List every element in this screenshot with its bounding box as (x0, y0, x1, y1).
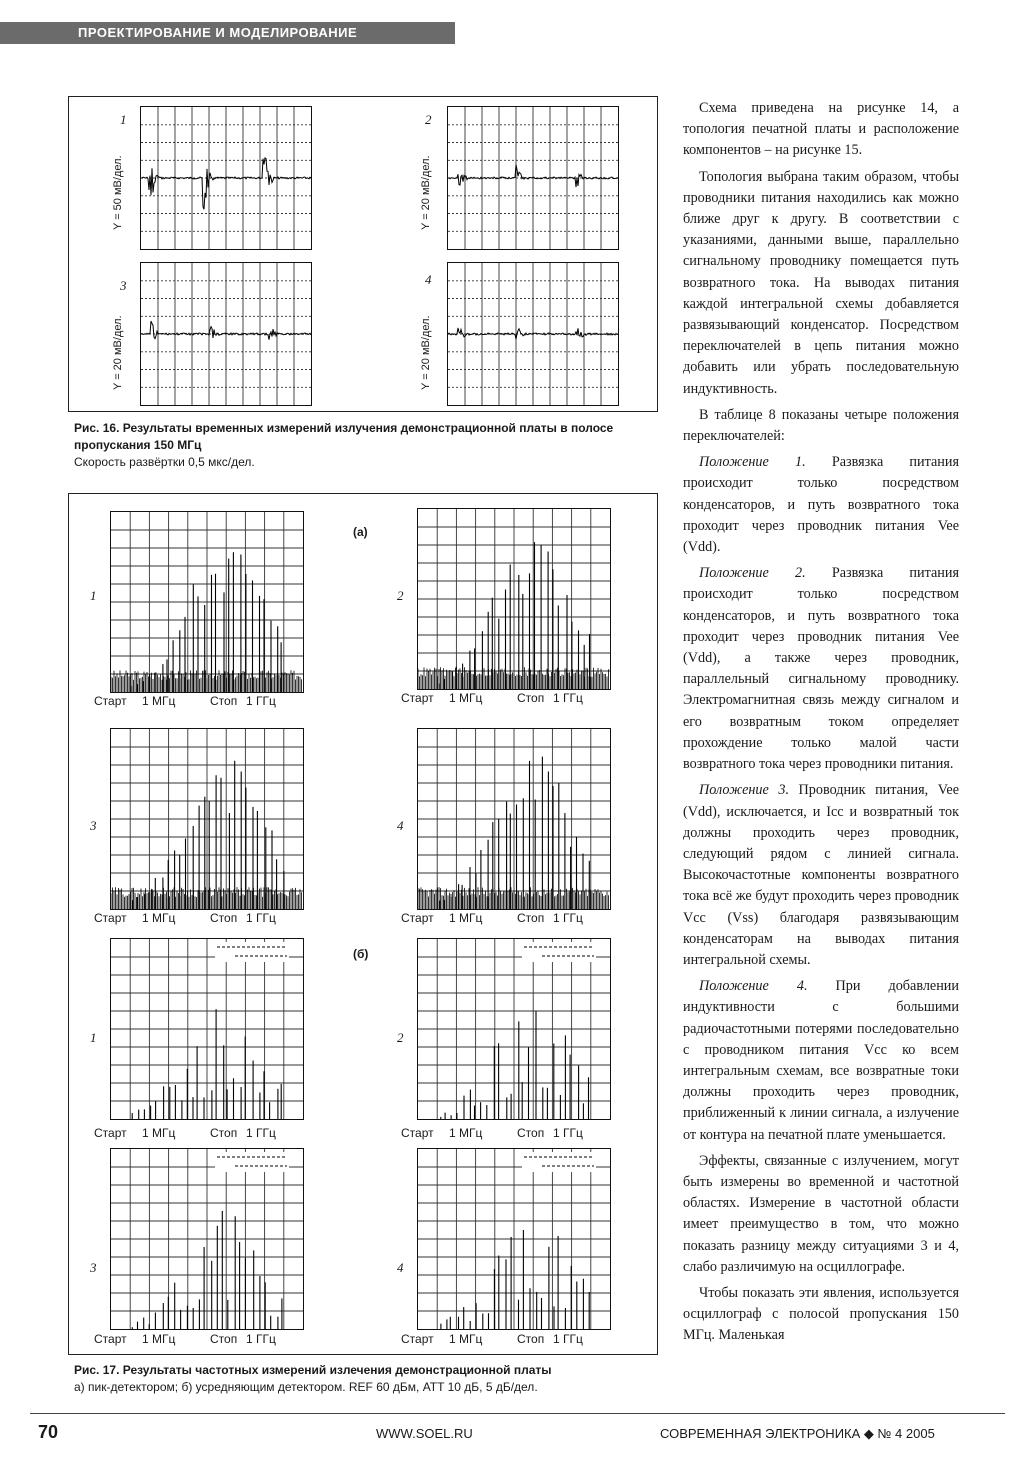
fig17-stop-label: Стоп (210, 1332, 238, 1346)
section-title: ПРОЕКТИРОВАНИЕ И МОДЕЛИРОВАНИЕ (78, 25, 358, 40)
fig17-spectrum-a-1 (110, 511, 304, 693)
fig17-start-label: Старт (401, 691, 434, 705)
fig17-panel-number: 2 (397, 1030, 404, 1045)
paragraph: В таблице 8 показаны четыре положения переключателей: (683, 406, 959, 445)
page-number: 70 (38, 1422, 59, 1442)
fig17-stop-freq: 1 ГГц (553, 691, 583, 705)
fig17-stop-freq: 1 ГГц (246, 1126, 276, 1140)
fig17-start-freq: 1 МГц (449, 911, 483, 925)
fig17-stop-label: Стоп (517, 691, 545, 705)
fig16-caption-title: Рис. 16. Результаты временных измерений излучения демонстрационной платы в полосе пропускания 150 МГц (74, 421, 614, 452)
position-1-text: Развязка питания происходит только посредством конденсаторов, и путь возвратного тока проходит через проводник питания Vee (Vdd). (683, 454, 960, 556)
paragraph-position-1 (683, 452, 959, 558)
fig16-caption-sub: Скорость развёртки 0,5 мкс/дел. (74, 455, 255, 469)
fig17-spectrum-b-3 (110, 1148, 304, 1330)
fig17-start-freq: 1 МГц (449, 1332, 483, 1346)
fig16-panel-4-number: 4 (425, 272, 432, 287)
footer-divider (30, 1413, 1005, 1414)
paragraph-position-3 (683, 780, 959, 971)
fig17-caption (74, 1362, 654, 1396)
paragraph-position-4 (683, 976, 959, 1146)
fig16-panel-2-oscillogram (447, 106, 619, 250)
fig17-panel-number: 1 (90, 1030, 97, 1045)
fig17-spectrum-a-3 (110, 728, 304, 910)
fig16-panel-4-ylabel: Y = 20 мВ/дел. (420, 315, 432, 390)
fig17-stop-freq: 1 ГГц (246, 911, 276, 925)
fig16-panel-2-number: 2 (425, 112, 432, 127)
fig17-stop-label: Стоп (517, 911, 545, 925)
position-3-text: Проводник питания, Vee (Vdd), исключается, и Icc и возвратный ток должны проходить через проводник, следующий рядом с линией сигнала. Высокочастотные компоненты возвратного тока всё же будут проходить через проводник Vcc (Vss) благодаря развязывающим конденсаторам на выводах питания интегральной схемы. (683, 782, 959, 968)
fig17-stop-label: Стоп (210, 694, 238, 708)
fig17-start-freq: 1 МГц (449, 1126, 483, 1140)
position-4-label: Положение 4. (699, 978, 808, 995)
fig16-panel-1-number: 1 (120, 112, 127, 127)
fig16-panel-3-number: 3 (120, 278, 127, 293)
fig17-start-label: Старт (94, 694, 127, 708)
fig17-stop-label: Стоп (210, 911, 238, 925)
fig17-start-label: Старт (94, 911, 127, 925)
fig17-start-freq: 1 МГц (142, 1332, 176, 1346)
fig17-start-label: Старт (401, 911, 434, 925)
fig17-panel-number: 3 (90, 1260, 97, 1275)
fig17-stop-label: Стоп (517, 1332, 545, 1346)
paragraph: Чтобы показать эти явления, используется осциллограф с полосой пропускания 150 МГц. Маленькая (683, 1284, 959, 1344)
fig17-stop-freq: 1 ГГц (553, 1126, 583, 1140)
fig16-caption (74, 420, 634, 471)
fig17-start-freq: 1 МГц (142, 911, 176, 925)
fig17-panel-number: 2 (397, 588, 404, 603)
position-2-label: Положение 2. (699, 565, 806, 582)
fig17-stop-freq: 1 ГГц (246, 694, 276, 708)
paragraph: Топология выбрана таким образом, чтобы проводники питания находились как можно ближе друг к другу. В соответствии с указаниями, данными выше, параллельно сигнальному проводнику помещается путь возвратного тока. На выводах питания каждой интегральной схемы добавляется развязывающий конденсатор. Посредством переключателей в цепь питания можно добавить или убрать последовательную индуктивность. (683, 168, 959, 397)
fig17-panel-number: 4 (397, 1260, 404, 1275)
fig17-start-label: Старт (401, 1126, 434, 1140)
fig17-stop-label: Стоп (517, 1126, 545, 1140)
fig16-panel-1-oscillogram (140, 106, 312, 250)
fig16-panel-1-ylabel: Y = 50 мВ/дел. (112, 155, 124, 230)
fig17-section-b: (б) (353, 947, 369, 961)
position-1-label: Положение 1. (699, 454, 806, 471)
fig17-spectrum-b-2 (417, 938, 611, 1120)
footer-magazine: СОВРЕМЕННАЯ ЭЛЕКТРОНИКА ◆ № 4 2005 (660, 1426, 935, 1441)
fig17-start-label: Старт (401, 1332, 434, 1346)
fig17-start-freq: 1 МГц (449, 691, 483, 705)
fig17-start-label: Старт (94, 1332, 127, 1346)
fig17-stop-freq: 1 ГГц (246, 1332, 276, 1346)
fig17-section-a: (a) (353, 525, 368, 539)
section-header (0, 22, 455, 44)
fig17-start-freq: 1 МГц (142, 1126, 176, 1140)
paragraph-position-2 (683, 563, 959, 775)
fig17-spectrum-b-4 (417, 1148, 611, 1330)
fig17-start-label: Старт (94, 1126, 127, 1140)
position-2-text: Развязка питания происходит только посредством конденсаторов, и путь возвратного тока проходит через проводник питания Vee (Vdd), а также через проводник, параллельный сигнальному проводнику. Электромагнитная связь между сигналом и его возвратным током определяет прохождение только малой части возвратного тока через проводники питания. (683, 565, 960, 773)
fig16-panel-3-oscillogram (140, 262, 312, 406)
position-3-label: Положение 3. (699, 782, 789, 799)
paragraph: Эффекты, связанные с излучением, могут быть измерены во временной и частотной областях. Измерение в частотной области имеет преимущество в том, что можно показать разницу между ситуациями 3 и 4, слабо различимую на осциллографе. (683, 1152, 959, 1275)
fig17-stop-freq: 1 ГГц (553, 1332, 583, 1346)
fig17-spectrum-a-4 (417, 728, 611, 910)
fig17-spectrum-b-1 (110, 938, 304, 1120)
fig17-stop-freq: 1 ГГц (553, 911, 583, 925)
fig16-panel-2-ylabel: Y = 20 мВ/дел. (420, 155, 432, 230)
paragraph: Схема приведена на рисунке 14, а топология печатной платы и расположение компонентов – на рисунке 15. (683, 100, 959, 159)
fig17-caption-title: Рис. 17. Результаты частотных измерений излечения демонстрационной платы (74, 1363, 552, 1377)
fig17-panel-number: 4 (397, 818, 404, 833)
fig17-panel-number: 1 (90, 588, 97, 603)
article-text-column (683, 98, 959, 1352)
fig16-panel-4-oscillogram (447, 262, 619, 406)
footer-url: WWW.SOEL.RU (376, 1426, 473, 1441)
fig17-spectrum-a-2 (417, 508, 611, 690)
fig17-panel-number: 3 (90, 818, 97, 833)
position-4-text: При добавлении индуктивности с большими радиочастотными потерями последовательно с проводником питания Vcc ко всем интегральным схемам, все возвратные токи должны проходить через проводник, приближенный к линии сигнала, а излучение от контура на печатной плате уменьшается. (683, 978, 959, 1143)
fig16-panel-3-ylabel: Y = 20 мВ/дел. (112, 315, 124, 390)
fig17-caption-sub: а) пик-детектором; б) усредняющим детектором. REF 60 дБм, ATT 10 дБ, 5 дБ/дел. (74, 1380, 538, 1394)
fig17-start-freq: 1 МГц (142, 694, 176, 708)
fig17-stop-label: Стоп (210, 1126, 238, 1140)
